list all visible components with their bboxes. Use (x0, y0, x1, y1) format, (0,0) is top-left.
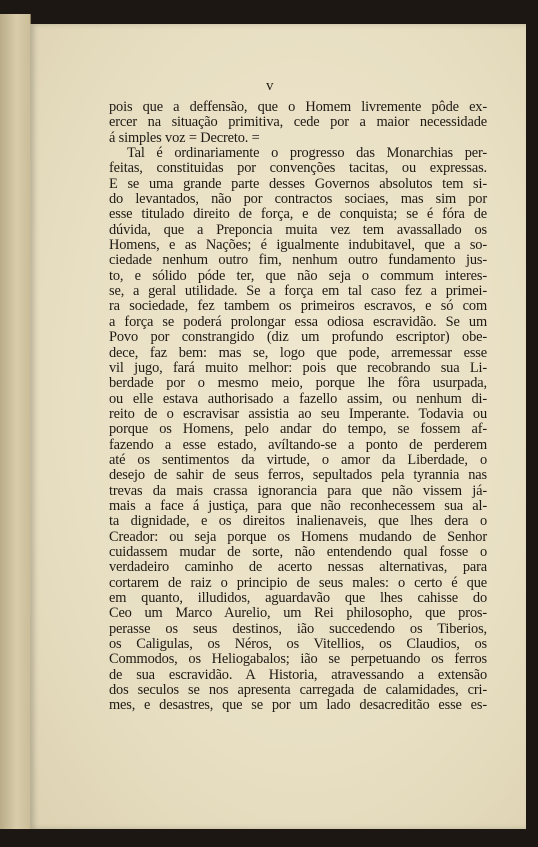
text-line: até os sentimentos da virtude, o amor da Liberdade, o (109, 451, 487, 468)
text-line: ercer na situação primitiva, cede por a maior necessidade (109, 114, 487, 131)
text-line: em quanto, illudidos, aguardavão que lhes cahisse do (109, 590, 487, 606)
text-line: mes, e desastres, que se por um lado desacreditão esse es- (109, 697, 487, 714)
text-line: dos seculos se nos apresenta carregada de calamidades, cri- (109, 682, 487, 699)
text-line: vil jugo, fará muito melhor: pois que recobrando sua Li- (109, 359, 487, 376)
previous-page-edge (0, 14, 31, 829)
text-line: Creador: ou seja porque os Homens mudando de Senhor (109, 528, 487, 545)
page-number: v (266, 78, 275, 94)
text-line: do levantados, não por contractos sociaes, mas sim por (109, 191, 487, 208)
text-line: verdadeiro caminho de acerto nessas alternativas, para (109, 559, 487, 576)
text-line: esse titulado direito de força, e de conquista; se é fóra de (109, 206, 487, 223)
text-line: Commodos, os Heliogabalos; ião se perpetuando os ferros (109, 651, 487, 668)
text-line: perasse os seus destinos, ião succedendo os Tiberios, (109, 620, 487, 637)
text-line: ta dignidade, e os direitos inalienaveis, que lhes dera o (109, 513, 487, 530)
text-line: ou elle estava authorisado a fazello assim, ou nenhum di- (109, 390, 487, 407)
text-line: cortarem de raiz o principio de seus males: o certo é que (109, 574, 487, 591)
text-line: á simples voz = Decreto. = (109, 129, 260, 146)
text-line: dúvida, que a Preponcia muita vez tem avassallado os (109, 221, 487, 238)
text-line: porque os Homens, pelo andar do tempo, se fossem af- (109, 421, 487, 438)
text-line: desejo de sahir de seus ferros, sepultados pela tyrannia nas (109, 467, 487, 484)
text-line: to, e sólido póde ter, que não seja o commum interes- (109, 267, 487, 284)
text-line: feitas, constituidas por convenções tacitas, ou expressas. (109, 160, 487, 177)
book-page (30, 24, 526, 829)
text-line: Tal é ordinariamente o progresso das Monarchias per- (127, 145, 487, 162)
text-line: dece, faz bem: mas se, logo que pode, arremessar esse (109, 344, 487, 361)
text-line: de sua escravidão. A Historia, atravessando a extensão (109, 666, 487, 683)
text-line: ciedade nenhum outro fim, nenhum outro fundamento jus- (109, 252, 487, 269)
text-line: a força se poderá prolongar essa odiosa escravidão. Se um (109, 313, 487, 330)
text-line: trevas da mais crassa ignorancia para que não vissem já- (109, 482, 487, 499)
text-line: Homens, e as Nações; é igualmente indubitavel, que a so- (109, 237, 487, 254)
text-line: mais a face á justiça, para que não reconhecessem sua al- (109, 497, 487, 514)
text-line: Povo por constrangido (diz um profundo escriptor) obe- (109, 329, 487, 346)
text-line: ra sociedade, fez tambem os primeiros escravos, e só com (109, 298, 487, 315)
text-line: pois que a deffensão, que o Homem livremente pôde ex- (109, 99, 487, 115)
text-line: Ceo um Marco Aurelio, um Rei philosopho, que pros- (109, 605, 487, 622)
text-line: os Caligulas, os Néros, os Vitellios, os Claudios, os (109, 636, 487, 653)
text-line: cuidassem mudar de sorte, não entendendo qual fosse o (109, 543, 487, 560)
text-line: fazendo a esse estado, avíltando-se a ponto de perderem (109, 436, 487, 453)
text-line: se, a geral utilidade. Se a força em tal caso fez a primei- (109, 283, 487, 300)
text-line: E se uma grande parte desses Governos absolutos tem si- (109, 175, 487, 192)
text-line: reito de o escravisar assistia ao seu Imperante. Todavia ou (109, 405, 487, 422)
body-text (109, 100, 487, 714)
text-line: berdade por o mesmo meio, porque lhe fôra usurpada, (109, 375, 487, 392)
